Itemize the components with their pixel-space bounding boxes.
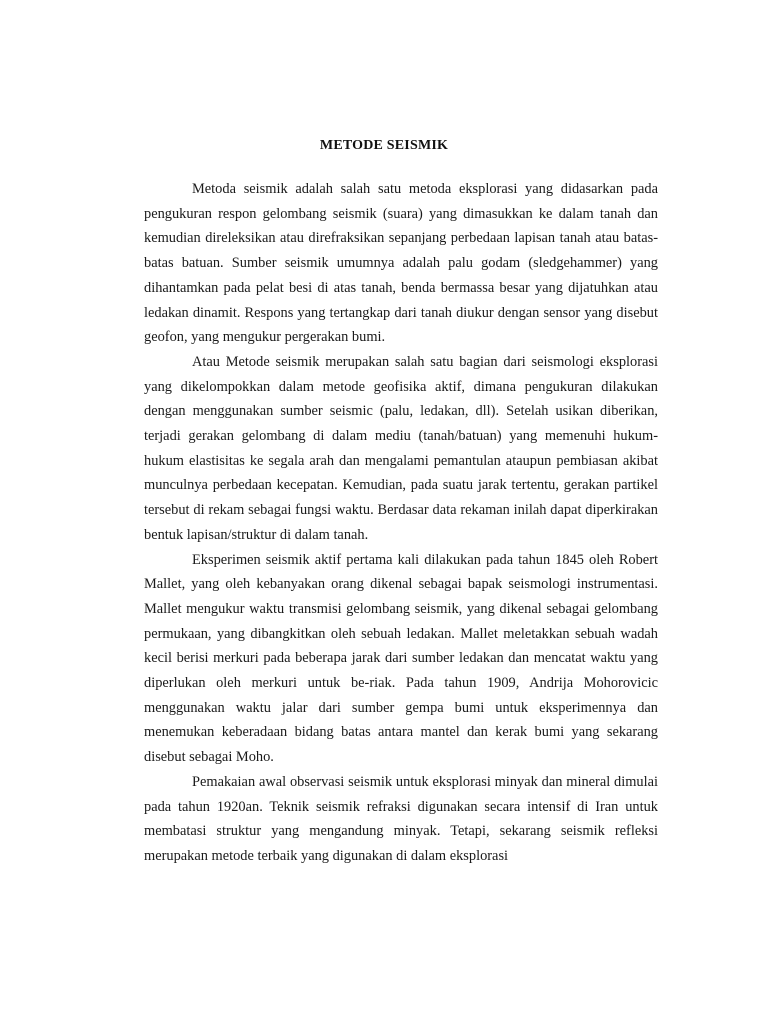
document-title: METODE SEISMIK xyxy=(319,138,449,153)
paragraph-2: Atau Metode seismik merupakan salah satu bagian dari seismologi eksplorasi yang dikelompokkan dalam metode geofisika aktif, dimana pengukuran dilakukan dengan menggunakan sumber seismic (palu, ledakan, dll). Setelah usikan diberikan, terjadi gerakan gelombang di dalam mediu (tanah/batuan) yang memenuhi hukum-hukum elastisitas ke segala arah dan mengalami pemantulan ataupun pembiasan akibat munculnya perbedaan kecepatan. Kemudian, pada suatu jarak tertentu, gerakan partikel tersebut di rekam sebagai fungsi waktu. Berdasar data rekaman inilah dapat diperkirakan bentuk lapisan/struktur di dalam tanah. xyxy=(144,353,658,543)
paragraph-3: Eksperimen seismik aktif pertama kali dilakukan pada tahun 1845 oleh Robert Mallet, yang oleh kebanyakan orang dikenal sebagai bapak seismologi instrumentasi. Mallet mengukur waktu transmisi gelombang seismik, yang dikenal sebagai gelombang permukaan, yang dibangkitkan oleh sebuah ledakan. Mallet meletakkan sebuah wadah kecil berisi merkuri pada beberapa jarak dari sumber ledakan dan mencatat waktu yang diperlukan oleh merkuri untuk be-riak. Pada tahun 1909, Andrija Mohorovicic menggunakan waktu jalar dari sumber gempa bumi untuk eksperimennya dan menemukan keberadaan bidang batas antara mantel dan kerak bumi yang sekarang disebut sebagai Moho. xyxy=(144,551,658,766)
paragraph-1: Metoda seismik adalah salah satu metoda eksplorasi yang didasarkan pada pengukuran respon gelombang seismik (suara) yang dimasukkan ke dalam tanah dan kemudian direleksikan atau direfraksikan sepanjang perbedaan lapisan tanah atau batas-batas batuan. Sumber seismik umumnya adalah palu godam (sledgehammer) yang dihantamkan pada pelat besi di atas tanah, benda bermassa besar yang dijatuhkan atau ledakan dinamit. Respons yang tertangkap dari tanah diukur dengan sensor yang disebut geofon, yang mengukur pergerakan bumi. xyxy=(144,181,658,346)
document-body xyxy=(144,177,658,869)
paragraph-4: Pemakaian awal observasi seismik untuk eksplorasi minyak dan mineral dimulai pada tahun 1920an. Teknik seismik refraksi digunakan secara intensif di Iran untuk membatasi struktur yang mengandung minyak. Tetapi, sekarang seismik refleksi merupakan metode terbaik yang digunakan di dalam eksplorasi xyxy=(144,773,658,864)
